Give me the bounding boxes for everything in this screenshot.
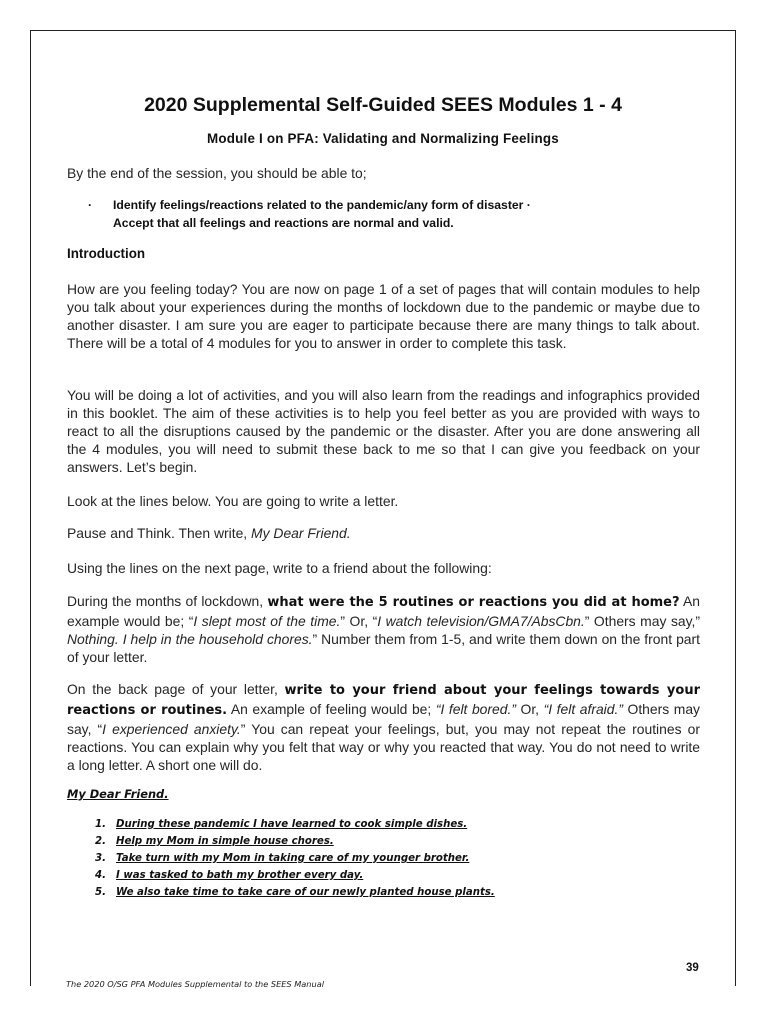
- list-text: I was tasked to bath my brother every day.: [116, 870, 364, 881]
- text-run: ” Others may say,”: [584, 613, 701, 629]
- paragraph-feelings: [67, 680, 700, 774]
- paragraph-intro: How are you feeling today? You are now on page 1 of a set of pages that will contain modules to help you talk about your experiences during the months of lockdown due to the pandemic or maybe due to another disaster. I am sure you are eager to participate because there are many things to talk about. There will be a total of 4 modules for you to answer in order to complete this task.: [67, 281, 700, 351]
- example-text: I experienced anxiety.: [102, 721, 241, 737]
- text-run: On the back page of your letter,: [67, 681, 285, 697]
- objective-item: Accept that all feelings and reactions are normal and valid.: [113, 216, 454, 230]
- text-run: Others may say, “: [67, 701, 701, 737]
- example-text: Nothing. I help in the household chores.: [67, 631, 313, 647]
- paragraph-pause: [67, 524, 700, 542]
- example-text: “I felt afraid.”: [543, 701, 623, 717]
- module-subtitle: Module I on PFA: Validating and Normalizing Feelings: [207, 131, 559, 146]
- pause-text: Pause and Think. Then write,: [67, 525, 252, 541]
- paragraph-activities: You will be doing a lot of activities, and you will also learn from the readings and infographics provided in this booklet. The aim of these activities is to help you feel better as you are provided with ways to react to all the disruptions caused by the pandemic or the disaster. After you are done answering all the 4 modules, you will need to submit these back to me so that I can give you feedback on your answers. Let’s begin.: [67, 387, 700, 475]
- text-run: During the months of lockdown,: [67, 593, 268, 609]
- list-number: 5.: [95, 887, 106, 898]
- list-item: [95, 887, 495, 904]
- list-text: Help my Mom in simple house chores.: [116, 836, 334, 847]
- letter-list: [95, 819, 495, 904]
- page-footer: The 2020 O/SG PFA Modules Supplemental to the SEES Manual: [66, 979, 324, 989]
- list-item: [95, 836, 495, 853]
- paragraph-routines: [67, 592, 700, 666]
- text-run: ” You can repeat your feelings, but, you may not repeat the routines or reactions. You can explain why you felt that way or why you reacted that way. You do not need to write a long letter. A short one will do.: [67, 721, 700, 773]
- section-heading: Introduction: [67, 246, 146, 261]
- text-run: An example of feeling would be;: [227, 701, 436, 717]
- text-run: ” Number them from 1-5, and write them down on the front part of your letter.: [67, 631, 701, 665]
- emphasis-question: what were the 5 routines or reactions you did at home?: [267, 595, 680, 610]
- page-title: 2020 Supplemental Self-Guided SEES Modules 1 - 4: [144, 94, 622, 116]
- list-number: 3.: [95, 853, 106, 864]
- objectives-intro: By the end of the session, you should be able to;: [67, 165, 367, 181]
- list-item: [95, 819, 495, 836]
- list-number: 1.: [95, 819, 106, 830]
- bullet-icon: ·: [88, 198, 93, 212]
- list-number: 2.: [95, 836, 106, 847]
- emphasis-instruction: write to your friend about your feelings towards your reactions or routines.: [67, 683, 700, 718]
- page-number: 39: [686, 962, 699, 974]
- example-text: I watch television/GMA7/AbsCbn.: [377, 613, 585, 629]
- list-item: [95, 853, 495, 870]
- text-run: ” Or, “: [340, 613, 378, 629]
- paragraph-using-lines: Using the lines on the next page, write to a friend about the following:: [67, 560, 492, 576]
- list-text: We also take time to take care of our newly planted house plants.: [116, 887, 495, 898]
- letter-salutation: My Dear Friend.: [67, 787, 169, 801]
- example-text: I slept most of the time.: [193, 613, 341, 629]
- list-text: Take turn with my Mom in taking care of my younger brother.: [116, 853, 470, 864]
- objective-item: Identify feelings/reactions related to the pandemic/any form of disaster ·: [113, 198, 531, 212]
- text-run: An example would be; “: [67, 593, 700, 629]
- paragraph-look: Look at the lines below. You are going to write a letter.: [67, 493, 399, 509]
- text-run: Or,: [515, 701, 544, 717]
- pause-emphasis: My Dear Friend.: [251, 525, 351, 541]
- list-text: During these pandemic I have learned to cook simple dishes.: [116, 819, 468, 830]
- list-item: [95, 870, 495, 887]
- list-number: 4.: [95, 870, 106, 881]
- example-text: “I felt bored.”: [435, 701, 516, 717]
